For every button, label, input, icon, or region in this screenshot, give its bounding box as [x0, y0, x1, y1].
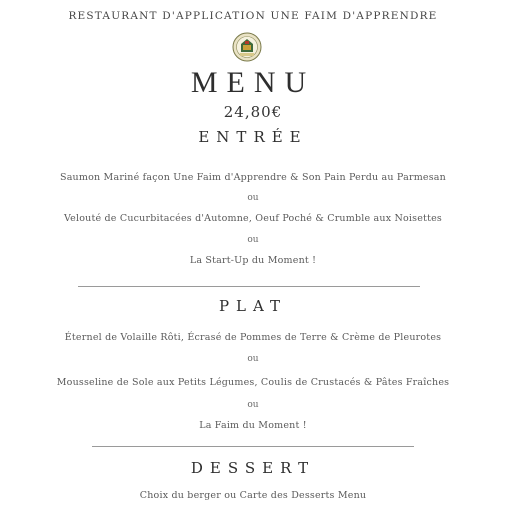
plat-dish-3: La Faim du Moment ! — [199, 420, 307, 431]
dessert-dish-1: Choix du berger ou Carte des Desserts Menu — [139, 490, 367, 501]
section-title-dessert: DESSERT — [190, 459, 316, 477]
restaurant-name: RESTAURANT D'APPLICATION UNE FAIM D'APPRENDRE — [68, 10, 438, 22]
entree-dish-2: Velouté de Cucurbitacées d'Automne, Oeuf Poché & Crumble aux Noisettes — [63, 213, 442, 224]
plat-or-1: ou — [247, 354, 259, 364]
section-title-plat: PLAT — [218, 297, 288, 315]
entree-or-2: ou — [247, 235, 259, 245]
plat-or-2: ou — [247, 400, 259, 410]
plat-dish-2: Mousseline de Sole aux Petits Légumes, Coulis de Crustacés & Pâtes Fraîches — [56, 377, 450, 388]
restaurant-crest-logo — [232, 32, 262, 62]
menu-title: MENU — [190, 66, 316, 99]
entree-dish-1: Saumon Mariné façon Une Faim d'Apprendre & Son Pain Perdu au Parmesan — [59, 172, 446, 183]
plat-dish-1: Éternel de Volaille Rôti, Écrasé de Pommes de Terre & Crème de Pleurotes — [64, 332, 442, 343]
menu-price: 24,80€ — [223, 103, 283, 121]
entree-or-1: ou — [247, 193, 259, 203]
section-divider-2 — [92, 446, 414, 447]
section-title-entree: ENTRÉE — [198, 128, 308, 146]
section-divider-1 — [78, 286, 420, 287]
entree-dish-3: La Start-Up du Moment ! — [189, 255, 317, 266]
